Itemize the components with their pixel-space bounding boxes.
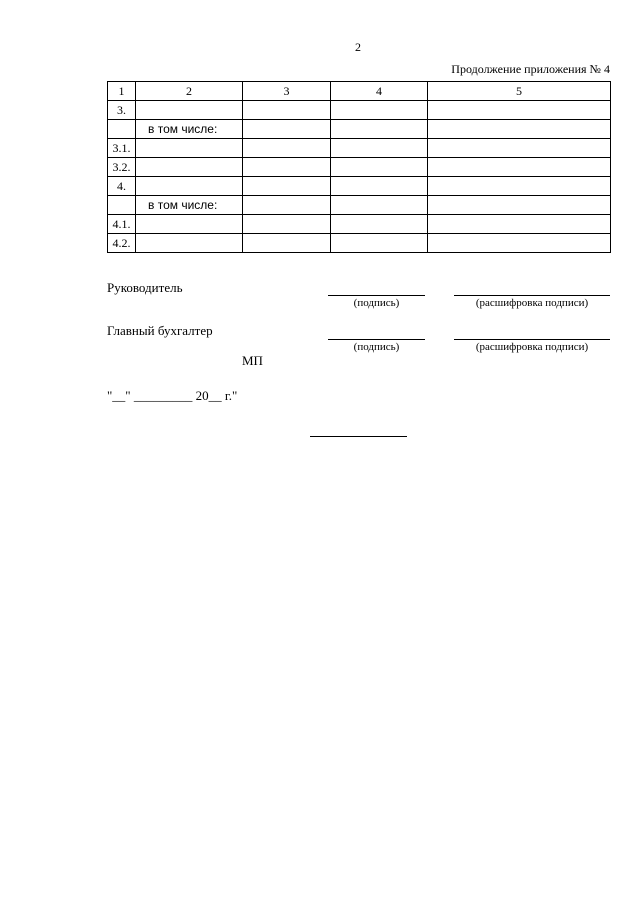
header-col-3: 3	[243, 82, 331, 101]
accountant-role-label: Главный бухгалтер	[107, 323, 213, 338]
cell[interactable]	[243, 120, 331, 139]
date-line: "__" _________ 20__ г."	[107, 388, 238, 403]
accountant-signature-caption: (подпись)	[353, 341, 400, 353]
bottom-divider	[310, 436, 407, 437]
table-row	[108, 234, 611, 253]
cell[interactable]	[243, 101, 331, 120]
accountant-decoding-caption: (расшифровка подписи)	[475, 341, 589, 353]
table-row	[108, 158, 611, 177]
table-row	[108, 101, 611, 120]
cell[interactable]	[428, 139, 611, 158]
cell[interactable]	[428, 234, 611, 253]
row-label	[136, 101, 243, 120]
cell[interactable]	[428, 177, 611, 196]
cell[interactable]	[331, 120, 428, 139]
cell[interactable]	[428, 120, 611, 139]
row-label	[136, 215, 243, 234]
row-label	[136, 234, 243, 253]
appendix-label: Продолжение приложения № 4	[451, 62, 610, 76]
accountant-signature-line[interactable]	[328, 339, 425, 340]
table-row	[108, 177, 611, 196]
cell[interactable]	[243, 158, 331, 177]
row-label: в том числе:	[136, 196, 243, 215]
row-number: 4.1.	[108, 215, 136, 234]
row-label	[136, 139, 243, 158]
head-role-label: Руководитель	[107, 280, 183, 295]
row-label	[136, 177, 243, 196]
cell[interactable]	[428, 215, 611, 234]
cell[interactable]	[331, 234, 428, 253]
page-number: 2	[355, 40, 361, 54]
cell[interactable]	[243, 177, 331, 196]
table-row	[108, 196, 611, 215]
header-col-4: 4	[331, 82, 428, 101]
head-decoding-caption: (расшифровка подписи)	[475, 297, 589, 309]
header-col-1: 1	[108, 82, 136, 101]
report-table	[107, 81, 611, 253]
head-signature-caption: (подпись)	[353, 297, 400, 309]
row-label: в том числе:	[136, 120, 243, 139]
cell[interactable]	[331, 215, 428, 234]
cell[interactable]	[243, 196, 331, 215]
cell[interactable]	[331, 196, 428, 215]
row-number	[108, 120, 136, 139]
header-col-2: 2	[136, 82, 243, 101]
row-number	[108, 196, 136, 215]
head-signature-line[interactable]	[328, 295, 425, 296]
head-decoding-line[interactable]	[454, 295, 610, 296]
row-number: 3.	[108, 101, 136, 120]
cell[interactable]	[428, 101, 611, 120]
table-header-row	[108, 82, 611, 101]
row-number: 3.1.	[108, 139, 136, 158]
cell[interactable]	[331, 177, 428, 196]
row-number: 4.	[108, 177, 136, 196]
header-col-5: 5	[428, 82, 611, 101]
table-row	[108, 139, 611, 158]
cell[interactable]	[331, 158, 428, 177]
cell[interactable]	[331, 139, 428, 158]
cell[interactable]	[243, 215, 331, 234]
accountant-decoding-line[interactable]	[454, 339, 610, 340]
cell[interactable]	[428, 158, 611, 177]
row-label	[136, 158, 243, 177]
table-row	[108, 215, 611, 234]
table-row	[108, 120, 611, 139]
cell[interactable]	[243, 234, 331, 253]
cell[interactable]	[243, 139, 331, 158]
stamp-label: МП	[242, 353, 263, 368]
row-number: 3.2.	[108, 158, 136, 177]
cell[interactable]	[331, 101, 428, 120]
row-number: 4.2.	[108, 234, 136, 253]
cell[interactable]	[428, 196, 611, 215]
